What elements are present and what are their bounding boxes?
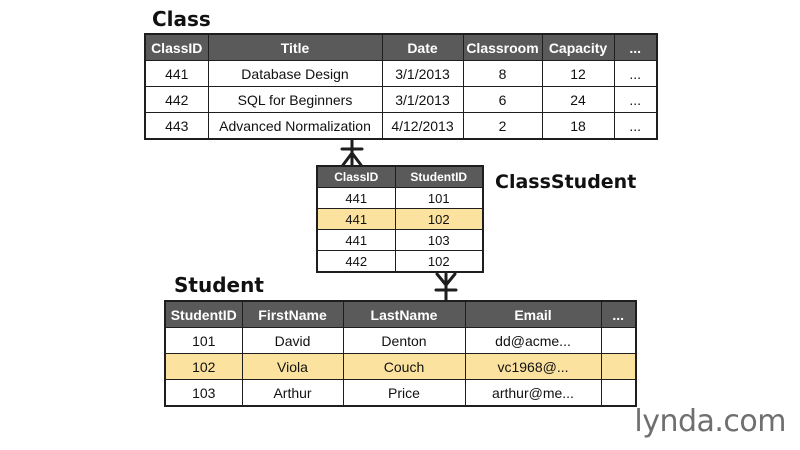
table-cell: 101 (165, 328, 242, 354)
table-cell: 441 (317, 188, 395, 209)
column-header-studentid: StudentID (165, 301, 242, 328)
table-cell: Couch (343, 354, 465, 380)
table-cell: 103 (165, 380, 242, 407)
table-cell: Database Design (208, 61, 382, 87)
table-cell: 3/1/2013 (382, 87, 463, 113)
table-cell: 24 (542, 87, 614, 113)
column-header-more: ... (614, 34, 657, 61)
table-cell: arthur@me... (465, 380, 601, 407)
table-cell: 442 (317, 251, 395, 273)
column-header-more: ... (601, 301, 636, 328)
column-header-lastname: LastName (343, 301, 465, 328)
table-cell: 101 (395, 188, 483, 209)
table-cell: 442 (145, 87, 208, 113)
table-cell: dd@acme... (465, 328, 601, 354)
table-cell: vc1968@... (465, 354, 601, 380)
table-cell: 6 (463, 87, 542, 113)
brand-logo: lynda.com (634, 404, 786, 439)
table-cell: 102 (395, 251, 483, 273)
column-header-classid: ClassID (317, 166, 395, 188)
table-cell: ... (614, 87, 657, 113)
table-cell: David (242, 328, 343, 354)
table-cell: Viola (242, 354, 343, 380)
table-cell: 102 (395, 209, 483, 230)
table-cell: 2 (463, 113, 542, 140)
table-cell: 4/12/2013 (382, 113, 463, 140)
classstudent-table-title: ClassStudent (495, 171, 637, 193)
table-cell: Price (343, 380, 465, 407)
table-cell: ... (614, 113, 657, 140)
table-cell: 441 (145, 61, 208, 87)
student-classstudent-connector (436, 274, 456, 300)
table-cell: 441 (317, 230, 395, 251)
table-cell: 102 (165, 354, 242, 380)
table-cell: 18 (542, 113, 614, 140)
column-header-studentid: StudentID (395, 166, 483, 188)
class-classstudent-connector (342, 140, 362, 165)
column-header-capacity: Capacity (542, 34, 614, 61)
table-cell: Denton (343, 328, 465, 354)
column-header-classroom: Classroom (463, 34, 542, 61)
table-cell: Advanced Normalization (208, 113, 382, 140)
table-cell: 443 (145, 113, 208, 140)
table-cell: SQL for Beginners (208, 87, 382, 113)
table-cell: 8 (463, 61, 542, 87)
column-header-date: Date (382, 34, 463, 61)
table-cell: 12 (542, 61, 614, 87)
column-header-title: Title (208, 34, 382, 61)
table-cell: Arthur (242, 380, 343, 407)
column-header-classid: ClassID (145, 34, 208, 61)
table-cell: ... (614, 61, 657, 87)
column-header-firstname: FirstName (242, 301, 343, 328)
table-cell: 103 (395, 230, 483, 251)
table-cell: 441 (317, 209, 395, 230)
column-header-email: Email (465, 301, 601, 328)
class-table-title: Class (152, 7, 211, 31)
student-table-title: Student (174, 273, 264, 297)
table-cell: 3/1/2013 (382, 61, 463, 87)
